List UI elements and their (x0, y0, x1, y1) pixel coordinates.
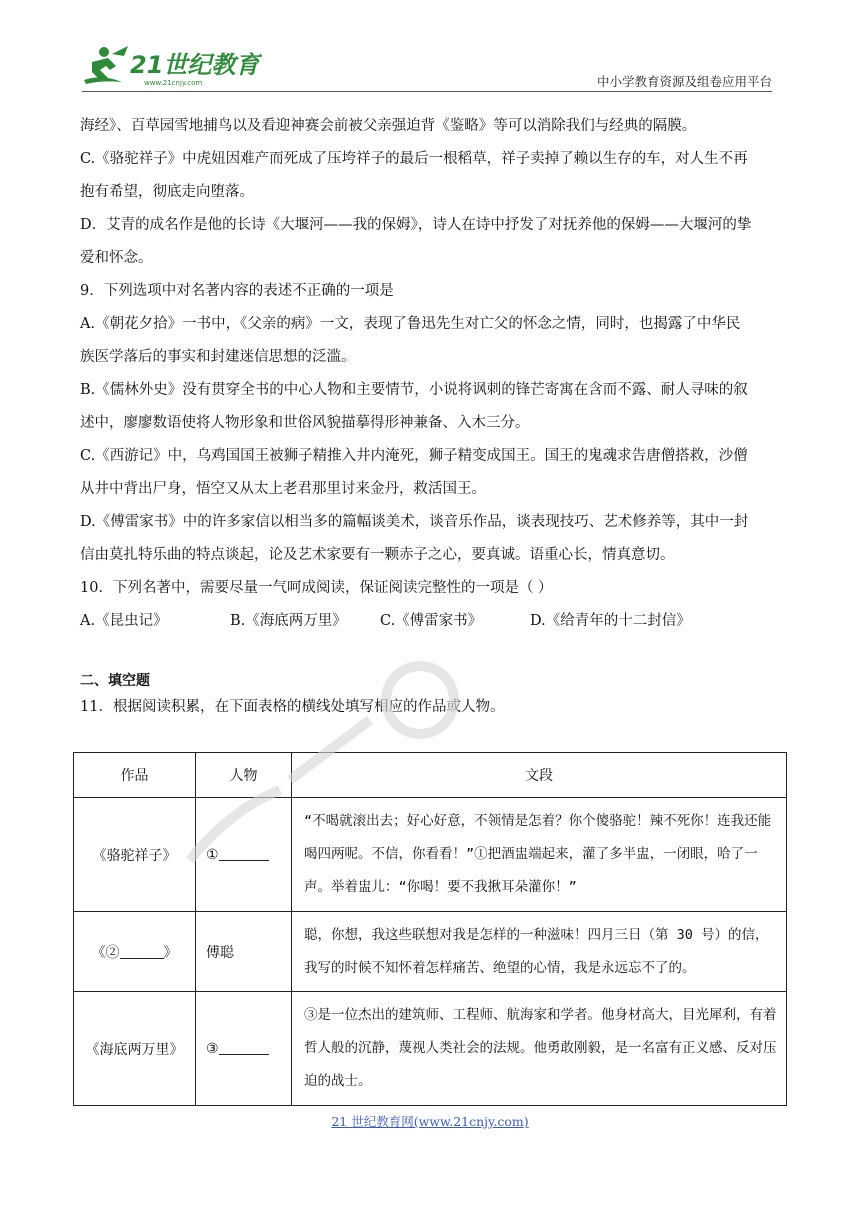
header-work: 作品 (74, 753, 196, 798)
q10-option-a: A.《昆虫记》 (80, 613, 168, 629)
row2-work-close: 》 (163, 944, 178, 961)
header-divider (82, 91, 772, 92)
q10-option-c: C.《傅雷家书》 (380, 613, 483, 629)
q9-option-c-line1: C.《西游记》中，乌鸡国国王被狮子精推入井内淹死，狮子精变成国王。国王的鬼魂求告唐僧搭救，沙僧 (80, 448, 748, 464)
row1-person-mark: ① (206, 847, 219, 863)
q9-option-b-line2: 述中，廖廖数语使将人物形象和世俗风貌描摹得形神兼备、入木三分。 (80, 415, 530, 431)
q9-option-c-line2: 从井中背出尸身，悟空又从太上老君那里讨来金丹，救活国王。 (80, 481, 486, 497)
table-header-row (74, 753, 787, 798)
row3-work: 《海底两万里》 (74, 992, 196, 1106)
answer-table (73, 752, 787, 1106)
question-10: 10．下列名著中，需要尽量一气呵成阅读，保证阅读完整性的一项是（ ） (80, 580, 553, 596)
q10-option-d: D.《给青年的十二封信》 (530, 613, 691, 629)
svg-text:www.21cnjy.com: www.21cnjy.com (144, 79, 203, 87)
page-header (82, 38, 772, 94)
q9-option-a-line2: 族医学落后的事实和封建迷信思想的泛滥。 (80, 349, 356, 365)
row3-passage: ③是一位杰出的建筑师、工程师、航海家和学者。他身材高大，目光犀利，有着哲人般的沉静，蔑视人类社会的法规。他勇敢刚毅，是一名富有正义感、反对压迫的战士。 (292, 992, 787, 1106)
table-row (74, 992, 787, 1106)
q9-option-d-line1: D.《傅雷家书》中的许多家信以相当多的篇幅谈美术，谈音乐作品，谈表现技巧、艺术修养等，其中一封 (80, 514, 749, 530)
table-row (74, 798, 787, 912)
header-passage: 文段 (292, 753, 787, 798)
question-content (80, 110, 780, 720)
option-c-line1: C.《骆驼祥子》中虎妞因难产而死成了压垮祥子的最后一根稻草，祥子卖掉了赖以生存的车，对人生不再 (80, 151, 748, 167)
row2-work (74, 912, 196, 992)
option-c-line2: 抱有希望，彻底走向堕落。 (80, 184, 254, 200)
row2-person: 傅聪 (196, 912, 292, 992)
table-row (74, 912, 787, 992)
header-person: 人物 (196, 753, 292, 798)
platform-label: 中小学教育资源及组卷应用平台 (596, 74, 772, 89)
row3-person (196, 992, 292, 1106)
row2-passage: 聪，你想，我这些联想对我是怎样的一种滋味！四月三日（第 30 号）的信，我写的时候不知怀着怎样痛苦、绝望的心情，我是永远忘不了的。 (292, 912, 787, 992)
row1-work: 《骆驼祥子》 (74, 798, 196, 912)
question-11: 11．根据阅读积累，在下面表格的横线处填写相应的作品或人物。 (80, 699, 505, 715)
q10-options (80, 605, 780, 638)
q9-option-a-line1: A.《朝花夕拾》一书中，《父亲的病》一文，表现了鲁迅先生对亡父的怀念之情，同时，也揭露了中华民 (80, 316, 741, 332)
question-9: 9．下列选项中对名著内容的表述不正确的一项是 (80, 283, 394, 299)
svg-text:21世纪教育: 21世纪教育 (130, 51, 260, 79)
option-b-continuation: 海经》、百草园雪地捕鸟以及看迎神赛会前被父亲强迫背《鉴略》等可以消除我们与经典的隔膜。 (80, 118, 697, 134)
section-title: 二、填空题 (80, 673, 150, 689)
q10-option-b: B.《海底两万里》 (230, 613, 347, 629)
logo-icon (82, 40, 262, 90)
option-d-line1: D．艾青的成名作是他的长诗《大堰河——我的保姆》，诗人在诗中抒发了对抚养他的保姆——大堰河的挚 (80, 217, 752, 233)
q9-option-d-line2: 信由莫扎特乐曲的特点谈起，论及艺术家要有一颗赤子之心，要真诚。语重心长，情真意切。 (80, 547, 675, 563)
q9-option-b-line1: B.《儒林外史》没有贯穿全书的中心人物和主要情节，小说将讽刺的锋芒寄寓在含而不露、耐人寻味的叙 (80, 382, 748, 398)
row3-person-blank[interactable] (219, 1040, 269, 1055)
row1-passage: “不喝就滚出去；好心好意，不领情是怎着？你个傻骆驼！辣不死你！连我还能喝四两呢。不信，你看看！”①把酒盅端起来，灌了多半盅，一闭眼，哈了一声。举着盅儿：“你喝！要不我揪耳朵灌你！” (292, 798, 787, 912)
row2-work-open: 《② (91, 944, 120, 961)
option-d-line2: 爱和怀念。 (80, 250, 153, 266)
row1-person-blank[interactable] (219, 846, 269, 861)
row2-work-blank[interactable] (120, 944, 164, 959)
footer-link[interactable]: 21 世纪教育网(www.21cnjy.com) (331, 1114, 529, 1129)
row1-person (196, 798, 292, 912)
row3-person-mark: ③ (206, 1041, 219, 1057)
